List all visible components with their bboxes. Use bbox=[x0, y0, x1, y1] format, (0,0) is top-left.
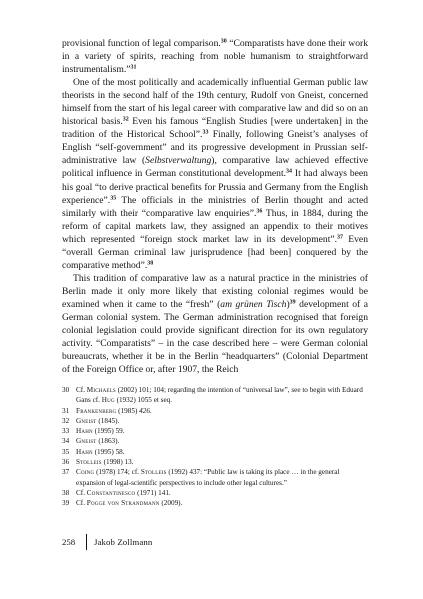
footnote-ref-32[interactable]: 32 bbox=[122, 116, 129, 123]
footnote-ref-30[interactable]: 30 bbox=[220, 38, 227, 45]
footnote: 35 Hahn (1995) 58. bbox=[62, 447, 125, 456]
footnote: 34 Gneist (1863). bbox=[62, 437, 120, 446]
footnote-ref-36[interactable]: 36 bbox=[256, 208, 263, 215]
footnote: 31 Frankenberg (1985) 426. bbox=[62, 406, 152, 415]
footnotes bbox=[62, 385, 368, 509]
footnote: 36 Stolleis (1998) 13. bbox=[62, 458, 134, 467]
main-text bbox=[62, 37, 368, 376]
footnote-ref-38[interactable]: 38 bbox=[147, 260, 154, 267]
footnote-ref-34[interactable]: 34 bbox=[286, 168, 293, 175]
footnote: 38 Cf. Constantinesco (1971) 141. bbox=[62, 488, 171, 497]
footnote-ref-33[interactable]: 33 bbox=[202, 129, 209, 136]
running-author: Jakob Zollmann bbox=[94, 537, 153, 547]
paragraph-2: One of the most politically and academically influential German public law theorists in the second half of the 19th century, Rudolf von Gneist, concerned himself from the start of his legal career with comparative law and did so on an historical basis.$^{32}$ Even his famous “English Studies [were undertaken] in the tradition of the Historical School”.$^{33}$ Finally, following Gneist’s analyses of English “self-government” and its progressive development in Prussian self-administrative law (Selbstverwaltung), comparative law achieved effective political influence in German constitutional development.$^{34}$ It had always been his goal “to derive practical benefits for Prussia and Germany from the English experience”.$^{35}$ The officials in the ministries of Berlin thought and acted similarly with their “comparative law enquiries”.$^{36}$ Thus, in 1884, during the reform of capital markets law, they assigned an appendix to their motives which represented “foreign stock market law in its development”.$^{37}$ Even “overall German criminal law jurisprudence [had been] conquered by the comparative method”.$^{38}$ bbox=[62, 77, 368, 271]
footnote: 37 Coing (1978) 174; cf. Stolleis (1992) 437: “Public law is taking its place … in the general expansion of legal-scientific perspectives to include other legal cultures.” bbox=[62, 468, 340, 487]
footer-divider bbox=[86, 534, 87, 550]
paragraph-3: This tradition of comparative law as a natural practice in the ministries of Berlin made it only more likely that existing colonial regimes would be examined when it came to the “fresh” (am grünen Tisch)$^{39}$ development of a German colonial system. The German administration recognised that foreign colonial legislation could provide significant direction for its own regulatory activity. “Comparatists” – in the case described here – were German colonial bureaucrats, whether it be in the Berlin “headquarters” (Colonial Department of the Foreign Office or, after 1907, the Reich bbox=[62, 272, 368, 376]
footnote-ref-31[interactable]: 31 bbox=[130, 64, 137, 71]
footnote: 32 Gneist (1845). bbox=[62, 416, 120, 425]
footnote-ref-39[interactable]: 39 bbox=[289, 299, 296, 306]
footnote: 39 Cf. Pogge von Strandmann (2009). bbox=[62, 499, 183, 508]
footnote: 33 Hahn (1995) 59. bbox=[62, 427, 125, 436]
page-footer bbox=[62, 535, 368, 549]
paragraph-1: provisional function of legal comparison.$^{30}$ “Comparatists have done their work in a variety of spirits, reaching from noble humanism to straightforward instrumentalism.”$^{31}$ bbox=[62, 38, 368, 76]
footnote: 30 Cf. Michaels (2002) 101; 104; regarding the intention of “universal law”, see to begin with Eduard Gans cf. Hug (1932) 1055 et seq. bbox=[62, 386, 363, 405]
footnote-ref-37[interactable]: 37 bbox=[337, 234, 344, 241]
footnote-ref-35[interactable]: 35 bbox=[110, 195, 117, 202]
page-number: 258 bbox=[62, 537, 76, 547]
